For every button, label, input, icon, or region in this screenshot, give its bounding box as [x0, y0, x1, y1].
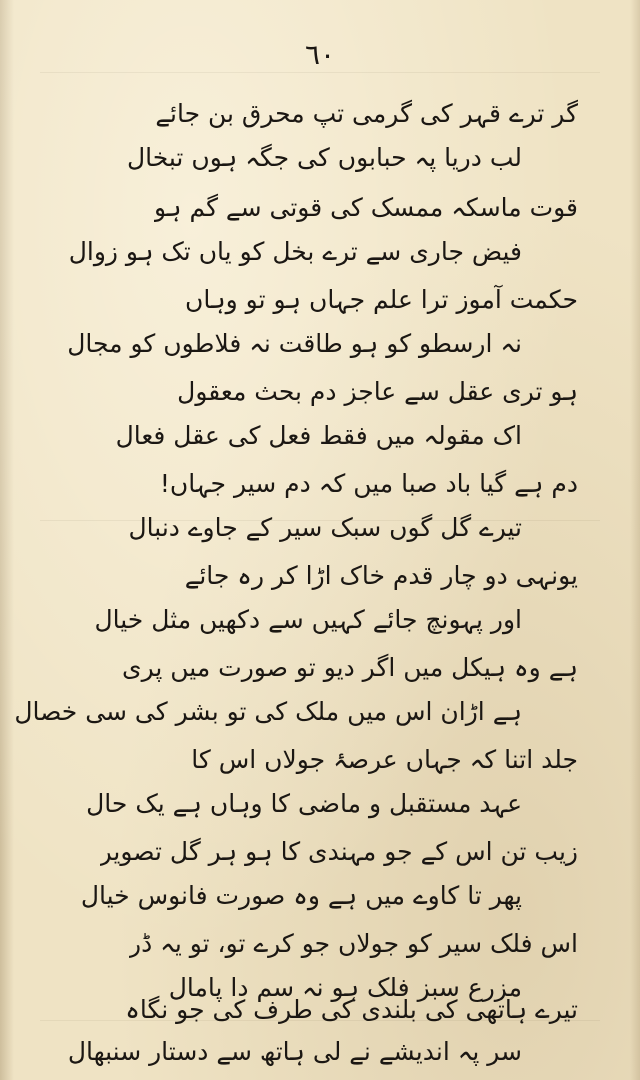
verse-line: دم ہے گیا باد صبا میں کہ دم سیر جہاں! — [159, 469, 578, 498]
verse-line: مزرع سبز فلک ہو نہ سم دا پامال — [168, 973, 522, 1002]
bleed-through-line — [40, 72, 600, 73]
verse-line: اور پہونچ جائے کہیں سے دکھیں مثل خیال — [94, 605, 522, 634]
verse-line: نہ ارسطو کو ہو طاقت نہ فلاطوں کو مجال — [67, 329, 522, 358]
verse-line: اک مقولہ میں فقط فعل کی عقل فعال — [115, 421, 522, 450]
verse-line: قوت ماسکہ ممسک کی قوتی سے گم ہو — [153, 193, 578, 222]
verse-line: لب دریا پہ حبابوں کی جگہ ہوں تبخال — [126, 143, 522, 172]
verse-line: عہد مستقبل و ماضی کا وہاں ہے یک حال — [86, 789, 522, 818]
verse-line: جلد اتنا کہ جہاں عرصۂ جولاں اس کا — [191, 745, 578, 774]
verse-line: زیب تن اس کے جو مہندی کا ہو ہر گل تصویر — [99, 837, 578, 866]
verse-line: پھر تا کاوے میں ہے وہ صورت فانوس خیال — [80, 881, 522, 910]
verse-line: یونہی دو چار قدم خاک اڑا کر رہ جائے — [184, 561, 578, 590]
verse-line: اس فلک سیر کو جولاں جو کرے تو، تو یہ ڈر — [129, 929, 578, 958]
verse-line: تیرے ہاتھی کی بلندی کی طرف کی جو نگاہ — [125, 995, 578, 1024]
verse-line: ہے وہ ہیکل میں اگر دیو تو صورت میں پری — [122, 653, 578, 682]
verse-line: گر ترے قہر کی گرمی تپ محرق بن جائے — [155, 99, 578, 128]
verse-line: تیرے گل گوں سبک سیر کے جاوے دنبال — [128, 513, 522, 542]
verse-line: ہے اڑان اس میں ملک کی تو بشر کی سی خصال — [14, 697, 522, 726]
page-number: ٦٠ — [304, 38, 336, 71]
verse-line: ہو تری عقل سے عاجز دم بحث معقول — [177, 377, 578, 406]
verse-line: حکمت آموز ترا علم جہاں ہو تو وہاں — [185, 285, 578, 314]
verse-line: سر پہ اندیشے نے لی ہاتھ سے دستار سنبھال — [67, 1037, 522, 1066]
verse-line: فیض جاری سے ترے بخل کو یاں تک ہو زوال — [68, 237, 522, 266]
